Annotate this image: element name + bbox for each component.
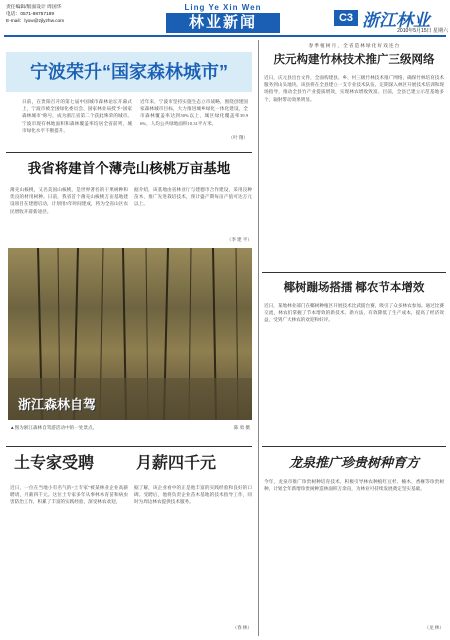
lead-credit: （叶 翔） (228, 135, 248, 140)
walnut-article-b: 据介绍，该基地由省林业厅与建德市合作建设，采用良种苗木，推广先进栽培技术，预计盛产期每亩产值可达万元以上。 (134, 187, 252, 207)
headline-expert: 土专家受聘 (14, 455, 95, 472)
headline-walnut: 我省将建首个薄壳山核桃万亩基地 (27, 161, 231, 176)
forest-photo (8, 248, 252, 420)
issue-date: 2010年5月15日 星期六 (397, 28, 448, 34)
walnut-credit: （李 建 平） (226, 237, 252, 242)
divider-3 (262, 272, 446, 273)
headline-qingyuan: 庆元构建竹林技术推广三级网络 (273, 54, 435, 66)
masthead-logo: 浙江林业 (362, 11, 430, 30)
longquan-article: 今年，龙泉市推广珍贵树种培育技术，积极引导林农种植红豆杉、楠木、香榧等珍贵树种，计划全年新增珍贵树种造林面积万余亩，为林业可持续发展奠定坚实基础。 (264, 479, 444, 492)
lead-article-a: 日前，在贵阳召开的第七届中国城市森林论坛开幕式上，宁波市被全国绿化委员会、国家林业局授予“国家森林城市”称号，成为浙江省第二个获此殊荣的城市。宁波市现有林地面积和森林覆盖率均居全省前列，城市绿化水平不断提升。 (22, 99, 132, 133)
header-info (6, 4, 116, 25)
headline-longquan: 龙泉推广珍贵树种育方 (288, 455, 419, 470)
photo-credit: 陈 勇 摄 (233, 425, 250, 430)
page-code-badge: C3 (334, 10, 358, 26)
photo-overlay-title: 浙江森林自驾 (18, 397, 97, 412)
photo-caption: ▲图为浙江森林自驾游活动中的一处景点。 (10, 425, 98, 430)
column-divider (258, 40, 259, 636)
editor-line: 责任编辑/版面设计 周国华 (6, 5, 62, 10)
divider-2 (6, 446, 252, 447)
longquan-credit: （龙 林） (424, 625, 444, 630)
expert-article: 近日，一位在当地小有名气的“土专家”被某林业企业高薪聘请，月薪四千元。这位土专家多年从事林木育苗和病虫害防治工作，积累了丰富的实践经验，深受林农欢迎。 (10, 485, 128, 505)
salary-article: 据了解，该企业看中的正是他丰富的实践经验和良好的口碑。受聘后，他将负责企业苗木基地的技术指导工作，同时为周边林农提供技术服务。 (134, 485, 252, 505)
phone-line: 电话：0571-88757189 (6, 12, 55, 17)
divider-4 (262, 446, 446, 447)
qingyuan-article: 近日，庆元县出台文件，全面构建县、乡、村三级竹林技术推广网络，确保竹林培育技术服务到山头地块。该县将在全县建立一支专业技术队伍，定期深入林区开展技术培训和现场指导，推动全县竹产业提质增效，实现林农增收致富。目前，全县已建立示范基地多个，辐射带动效果明显。 (264, 75, 444, 102)
section-title: 林业新闻 (188, 14, 257, 31)
divider-1 (6, 152, 252, 153)
headline-salary: 月薪四千元 (136, 455, 217, 472)
email-line: E-mail：lyxw@zjlyzhw.com (6, 19, 65, 24)
section-pinyin: Ling Ye Xin Wen (184, 3, 262, 12)
right-kicker: 春 季 植 树 月 ， 全 省 造 林 绿 化 好 戏 连 台 (308, 43, 400, 48)
lead-article-b: 近年来，宁波市坚持实施生态立市战略，围绕创建国家森林城市目标，大力推进城乡绿化一体化建设，全市森林覆盖率达到50%以上，城区绿化覆盖率39.96%，人均公共绿地面积10.31平方米。 (140, 99, 248, 126)
header-rule (4, 35, 446, 37)
walnut-article-a: 薄壳山核桃，又名美国山核桃，是世界著名的干果树种和优良的材用树种。日前，我省首个薄壳山核桃万亩基地建设项目在建德启动，计划用5年时间建成，将为全省山区农民增收开辟新途径。 (10, 187, 128, 214)
banner-headline: 宁波荣升“国家森林城市” (30, 62, 228, 82)
headline-coconut: 椰树蹦场搭擂 椰农节本增效 (283, 282, 425, 294)
salary-credit: （春 林） (232, 625, 252, 630)
coconut-article: 近日，某地林业部门在椰树种植区开展技术比武擂台赛，吸引了众多林农参加。通过比赛交流，林农们掌握了节本增效的新技术、新方法，有效降低了生产成本，提高了经济效益，受到广大林农的欢迎和好评。 (264, 303, 444, 323)
